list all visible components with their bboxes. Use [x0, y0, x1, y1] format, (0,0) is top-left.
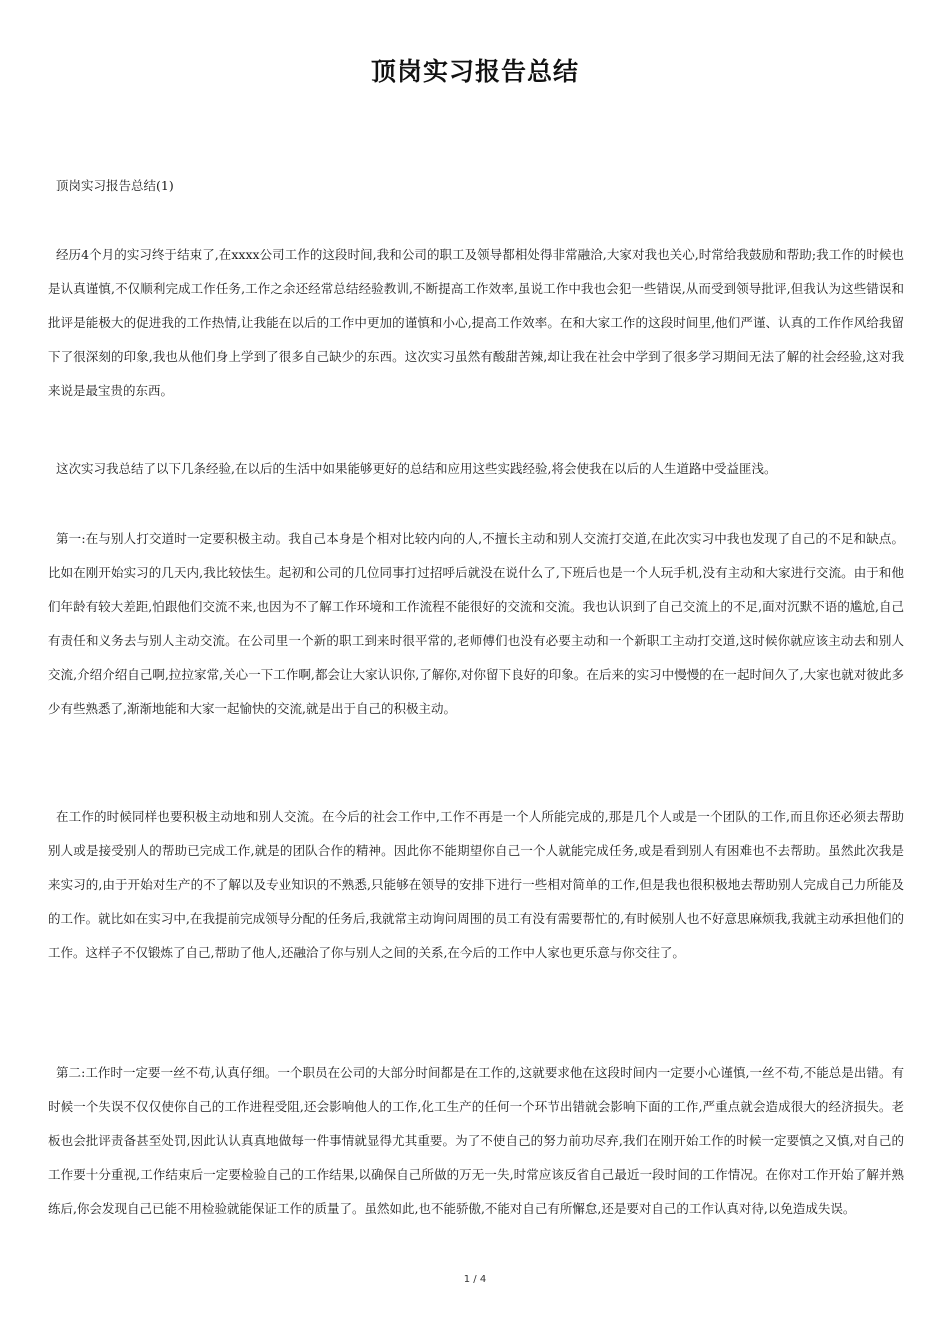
paragraph-2: 这次实习我总结了以下几条经验,在以后的生活中如果能够更好的总结和应用这些实践经验,将会使我在以后的人生道路中受益匪浅。 [56, 461, 777, 476]
paragraph-1: 经历4个月的实习终于结束了,在xxxx公司工作的这段时间,我和公司的职工及领导都相处得非常融洽,大家对我也关心,时常给我鼓励和帮助;我工作的时候也是认真谨慎,不仅顺利完成工作任务,工作之余还经常总结经验教训,不断提高工作效率,虽说工作中我也会犯一些错误,从而受到领导批评,但我认为这些错误和批评是能极大的促进我的工作热情,让我能在以后的工作中更加的谨慎和小心,提高工作效率。在和大家工作的这段时间里,他们严谨、认真的工作作风给我留下了很深刻的印象,我也从他们身上学到了很多自己缺少的东西。这次实习虽然有酸甜苦辣,却让我在社会中学到了很多学习期间无法了解的社会经验,这对我来说是最宝贵的东西。 [48, 247, 904, 398]
paragraph-3: 第一:在与别人打交道时一定要积极主动。我自己本身是个相对比较内向的人,不擅长主动和别人交流打交道,在此次实习中我也发现了自己的不足和缺点。比如在刚开始实习的几天内,我比较怯生。起初和公司的几位同事打过招呼后就没在说什么了,下班后也是一个人玩手机,没有主动和大家进行交流。由于和他们年龄有较大差距,怕跟他们交流不来,也因为不了解工作环境和工作流程不能很好的交流和交流。我也认识到了自己交流上的不足,面对沉默不语的尴尬,自己有责任和义务去与别人主动交流。在公司里一个新的职工到来时很平常的,老师傅们也没有必要主动和一个新职工主动打交道,这时候你就应该主动去和别人交流,介绍介绍自己啊,拉拉家常,关心一下工作啊,都会让大家认识你,了解你,对你留下良好的印象。在后来的实习中慢慢的在一起时间久了,大家也就对彼此多少有些熟悉了,渐渐地能和大家一起愉快的交流,就是出于自己的积极主动。 [48, 531, 904, 716]
section-subtitle: 顶岗实习报告总结(1) [56, 178, 174, 193]
document-title: 顶岗实习报告总结 [370, 57, 579, 86]
paragraph-5: 第二:工作时一定要一丝不苟,认真仔细。一个职员在公司的大部分时间都是在工作的,这就要求他在这段时间内一定要小心谨慎,一丝不苟,不能总是出错。有时候一个失误不仅仅使你自己的工作进程受阻,还会影响他人的工作,化工生产的任何一个环节出错就会影响下面的工作,严重点就会造成很大的经济损失。老板也会批评责备甚至处罚,因此认认真真地做每一件事情就显得尤其重要。为了不使自己的努力前功尽弃,我们在刚开始工作的时候一定要慎之又慎,对自己的工作要十分重视,工作结束后一定要检验自己的工作结果,以确保自己所做的万无一失,时常应该反省自己最近一段时间的工作情况。在你对工作开始了解并熟练后,你会发现自己已能不用检验就能保证工作的质量了。虽然如此,也不能骄傲,不能对自己有所懈怠,还是要对自己的工作认真对待,以免造成失误。 [48, 1065, 904, 1216]
page-number: 1 / 4 [463, 1274, 487, 1285]
paragraph-4: 在工作的时候同样也要积极主动地和别人交流。在今后的社会工作中,工作不再是一个人所能完成的,那是几个人或是一个团队的工作,而且你还必须去帮助别人或是接受别人的帮助已完成工作,就是的团队合作的精神。因此你不能期望你自己一个人就能完成任务,或是看到别人有困难也不去帮助。虽然此次我是来实习的,由于开始对生产的不了解以及专业知识的不熟悉,只能够在领导的安排下进行一些相对简单的工作,但是我也很积极地去帮助别人完成自己力所能及的工作。就比如在实习中,在我提前完成领导分配的任务后,我就常主动询问周围的员工有没有需要帮忙的,有时候别人也不好意思麻烦我,我就主动承担他们的工作。这样子不仅锻炼了自己,帮助了他人,还融洽了你与别人之间的关系,在今后的工作中人家也更乐意与你交往了。 [48, 809, 904, 960]
